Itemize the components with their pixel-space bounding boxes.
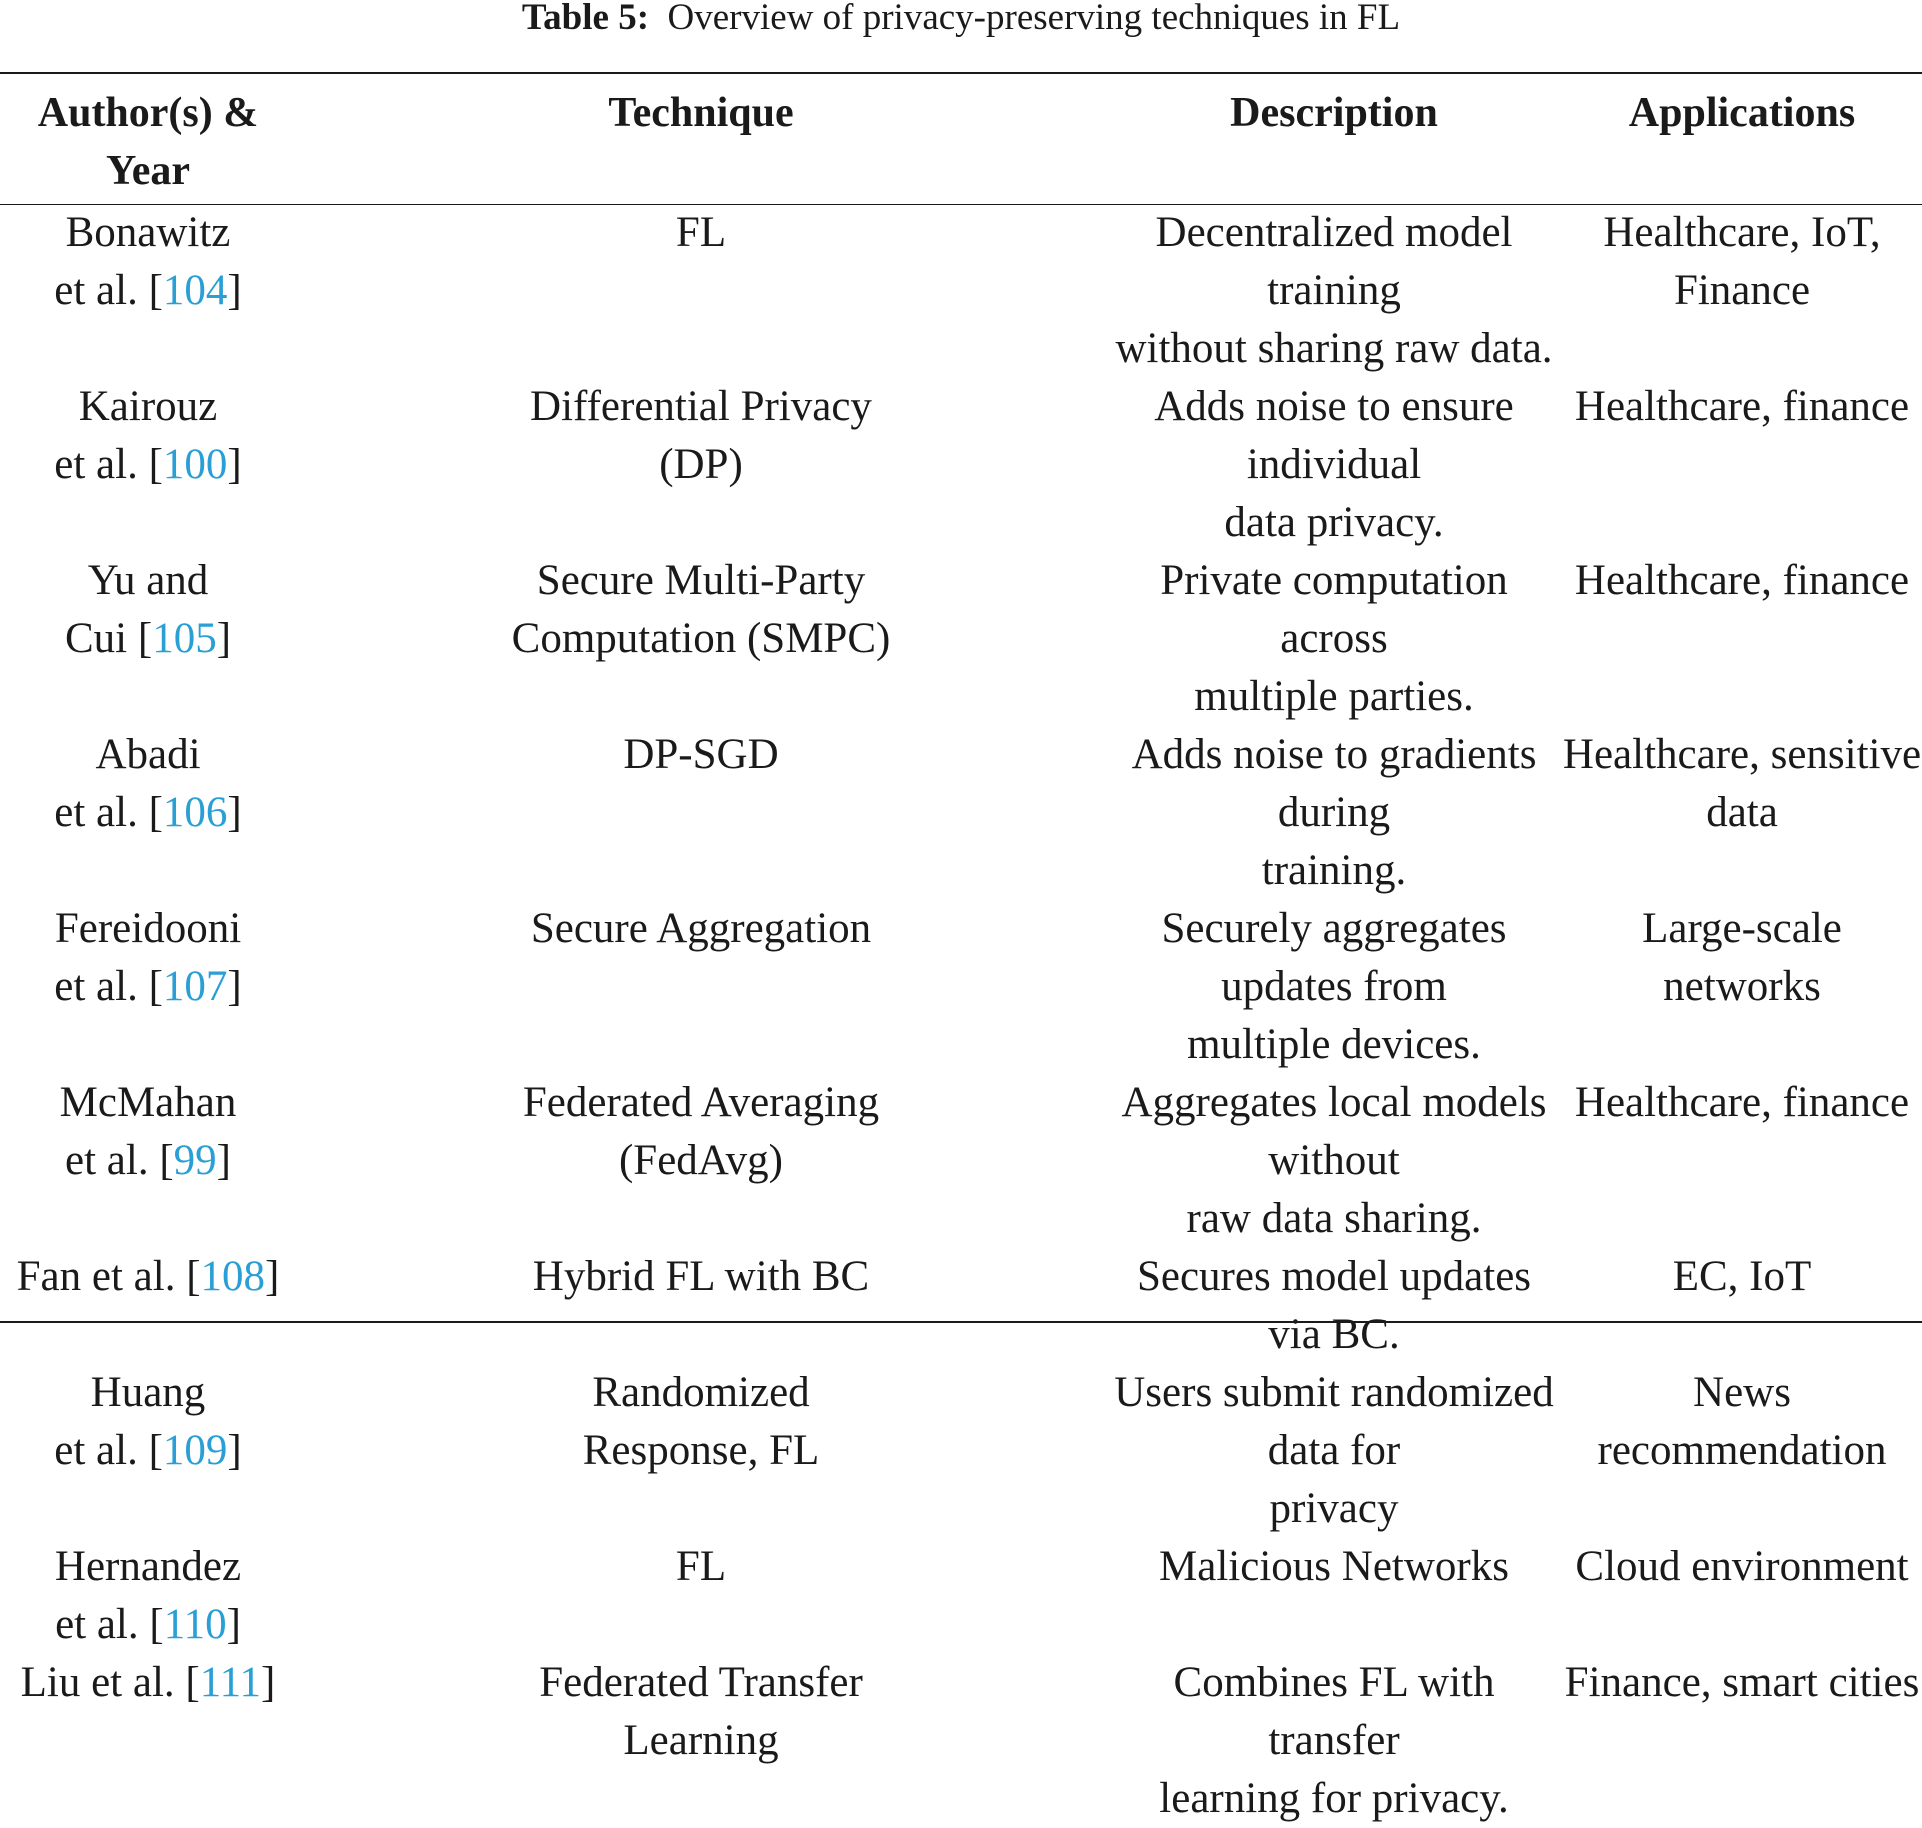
header-description: Description (1230, 90, 1438, 136)
citation-link[interactable]: 106 (162, 789, 228, 836)
author-text: Abadi et al. [ (54, 731, 201, 836)
table-row (0, 726, 1922, 900)
cell-description: Malicious Networks (1159, 1543, 1509, 1590)
cell-technique: Federated Transfer Learning (539, 1659, 863, 1764)
cell-technique: Federated Averaging (FedAvg) (522, 1079, 880, 1184)
cell-author (0, 552, 296, 726)
table-row (0, 552, 1922, 726)
citation-link[interactable]: 111 (199, 1659, 262, 1706)
caption-label: Table 5: (521, 0, 650, 38)
citation-link[interactable]: 105 (152, 615, 217, 662)
table-row (0, 378, 1922, 552)
citation-link[interactable]: 100 (162, 441, 228, 488)
cell-applications: EC, IoT (1672, 1253, 1812, 1300)
cell-applications: Healthcare, finance (1574, 383, 1910, 430)
cell-description: Secures model updates via BC. (1136, 1253, 1532, 1358)
cell-description: Adds noise to ensure individual data privacy. (1154, 383, 1514, 546)
author-bracket: ] (227, 963, 242, 1010)
citation-link[interactable]: 110 (163, 1601, 227, 1648)
cell-technique: Secure Multi-Party Computation (SMPC) (511, 557, 891, 662)
cell-author (0, 1538, 296, 1654)
privacy-techniques-table (0, 84, 1922, 1828)
cell-author (0, 378, 296, 552)
author-bracket: ] (227, 267, 242, 314)
table-row (0, 900, 1922, 1074)
author-text: Yu and Cui [ (64, 557, 209, 662)
author-bracket: ] (216, 1137, 231, 1184)
table-row (0, 1364, 1922, 1538)
cell-technique: Differential Privacy (DP) (530, 383, 872, 488)
cell-author (0, 1364, 296, 1538)
author-text: Fan et al. [ (16, 1253, 201, 1300)
author-bracket: ] (216, 615, 232, 662)
author-bracket: ] (227, 789, 242, 836)
cell-author (0, 1248, 296, 1364)
cell-author (0, 1074, 296, 1248)
cell-technique: Randomized Response, FL (582, 1369, 820, 1474)
cell-description: Adds noise to gradients during training. (1131, 731, 1537, 894)
table-row (0, 1248, 1922, 1364)
table-row (0, 1538, 1922, 1654)
cell-applications: Cloud environment (1575, 1543, 1909, 1590)
cell-applications: Healthcare, finance (1574, 1079, 1910, 1126)
cell-author (0, 900, 296, 1074)
cell-author (0, 204, 296, 378)
citation-link[interactable]: 108 (200, 1253, 266, 1300)
header-technique: Technique (608, 90, 794, 136)
cell-description: Combines FL with transfer learning for privacy. (1159, 1659, 1509, 1822)
author-text: Hernandez et al. [ (54, 1543, 242, 1648)
table-row (0, 204, 1922, 378)
header-author: Author(s) & Year (37, 90, 259, 194)
cell-technique: FL (675, 1543, 727, 1590)
cell-author (0, 1654, 296, 1828)
caption-text: Overview of privacy-preserving techniques in FL (667, 0, 1401, 38)
cell-applications: Large-scale networks (1642, 905, 1842, 1010)
cell-applications: Healthcare, finance (1574, 557, 1910, 604)
citation-link[interactable]: 107 (162, 963, 228, 1010)
author-text: Kairouz et al. [ (54, 383, 218, 488)
cell-description: Securely aggregates updates from multiple devices. (1161, 905, 1507, 1068)
author-text: Fereidooni et al. [ (54, 905, 242, 1010)
table-body (0, 204, 1922, 1828)
cell-description: Aggregates local models without raw data sharing. (1121, 1079, 1547, 1242)
cell-applications: Healthcare, sensitive data (1562, 731, 1922, 836)
author-text: McMahan et al. [ (59, 1079, 237, 1184)
cell-technique: FL (675, 209, 727, 256)
table-row (0, 1654, 1922, 1828)
author-text: Huang et al. [ (54, 1369, 206, 1474)
citation-link[interactable]: 104 (162, 267, 228, 314)
top-rule (0, 72, 1922, 74)
author-bracket: ] (227, 1427, 242, 1474)
cell-author (0, 726, 296, 900)
table-caption (0, 0, 1922, 40)
author-bracket: ] (261, 1659, 276, 1706)
cell-description: Users submit randomized data for privacy (1114, 1369, 1554, 1532)
author-text: Liu et al. [ (20, 1659, 200, 1706)
header-row (0, 84, 1922, 204)
author-bracket: ] (226, 1601, 241, 1648)
cell-description: Private computation across multiple parties. (1160, 557, 1508, 720)
citation-link[interactable]: 109 (162, 1427, 228, 1474)
author-text: Bonawitz et al. [ (54, 209, 231, 314)
cell-applications: Finance, smart cities (1564, 1659, 1920, 1706)
cell-technique: DP-SGD (623, 731, 779, 778)
citation-link[interactable]: 99 (173, 1137, 217, 1184)
author-bracket: ] (265, 1253, 280, 1300)
cell-applications: News recommendation (1597, 1369, 1887, 1474)
author-bracket: ] (227, 441, 242, 488)
table-row (0, 1074, 1922, 1248)
cell-applications: Healthcare, IoT, Finance (1603, 209, 1881, 314)
cell-description: Decentralized model training without sharing raw data. (1115, 209, 1553, 372)
cell-technique: Hybrid FL with BC (532, 1253, 870, 1300)
cell-technique: Secure Aggregation (530, 905, 872, 952)
header-applications: Applications (1628, 90, 1856, 136)
